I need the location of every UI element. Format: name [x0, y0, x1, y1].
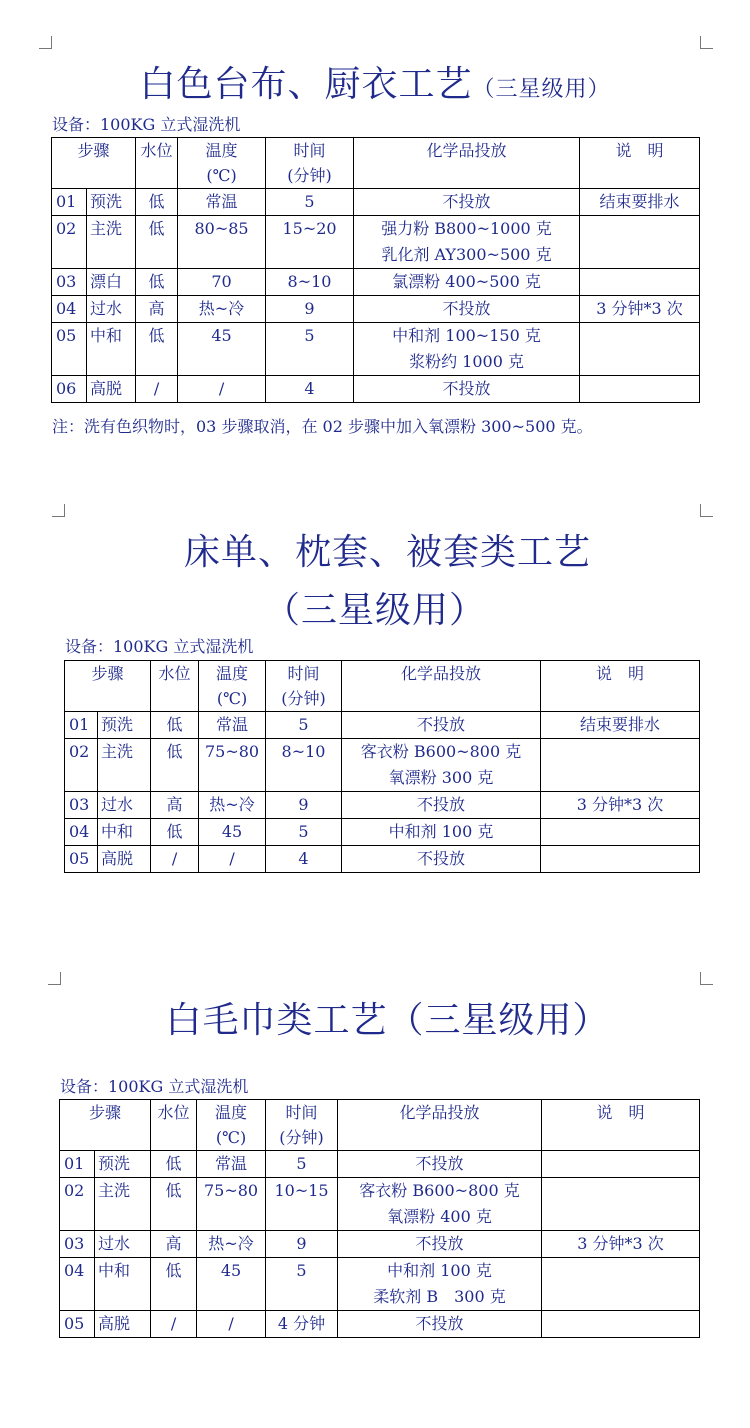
- water-level: 低: [136, 269, 178, 296]
- duration: 9: [266, 296, 354, 323]
- temperature: 常温: [199, 712, 266, 739]
- duration: 9: [266, 792, 342, 819]
- table-row: [60, 1231, 700, 1258]
- water-level: 低: [151, 819, 199, 846]
- header-step: 步骤: [60, 1100, 151, 1151]
- water-level: 低: [151, 712, 199, 739]
- water-level: /: [151, 1311, 197, 1338]
- water-level: /: [151, 846, 199, 873]
- water-level: 高: [151, 1231, 197, 1258]
- step-number: 04: [52, 296, 87, 323]
- duration: 5: [266, 1151, 338, 1178]
- step-note: [542, 1311, 700, 1338]
- table-row: [60, 1311, 700, 1338]
- temperature: /: [197, 1311, 266, 1338]
- step-number: 03: [65, 792, 98, 819]
- water-level: 低: [136, 189, 178, 216]
- chemicals: 氯漂粉 400~500 克: [354, 269, 580, 296]
- header-notes: 说 明: [580, 138, 700, 189]
- table-row: [65, 792, 700, 819]
- step-name: 预洗: [98, 712, 151, 739]
- step-name: 高脱: [95, 1311, 151, 1338]
- temperature: 45: [197, 1258, 266, 1311]
- duration: 5: [266, 189, 354, 216]
- table-row: [65, 739, 700, 792]
- step-note: [580, 216, 700, 269]
- header-time: 时间 (分钟): [266, 661, 342, 712]
- table-row: [65, 712, 700, 739]
- step-note: 结束要排水: [541, 712, 700, 739]
- duration: 5: [266, 712, 342, 739]
- duration: 8~10: [266, 739, 342, 792]
- step-name: 过水: [87, 296, 136, 323]
- step-note: [542, 1151, 700, 1178]
- table-row: [60, 1151, 700, 1178]
- step-note: 3 分钟*3 次: [541, 792, 700, 819]
- step-note: [542, 1258, 700, 1311]
- chemicals: 不投放: [338, 1311, 542, 1338]
- chemicals: 不投放: [354, 376, 580, 403]
- header-water-level: 水位: [151, 1100, 197, 1151]
- step-number: 01: [52, 189, 87, 216]
- header-chemicals: 化学品投放: [354, 138, 580, 189]
- duration: 4: [266, 846, 342, 873]
- step-note: [541, 739, 700, 792]
- header-time: 时间 (分钟): [266, 1100, 338, 1151]
- chemicals: 不投放: [354, 296, 580, 323]
- header-step: 步骤: [65, 661, 151, 712]
- temperature: 70: [178, 269, 266, 296]
- chemicals: 不投放: [338, 1231, 542, 1258]
- table-header-row: [60, 1100, 700, 1151]
- temperature: /: [178, 376, 266, 403]
- table-row: [65, 846, 700, 873]
- chemicals: 不投放: [342, 792, 541, 819]
- step-note: [542, 1178, 700, 1231]
- temperature: 常温: [178, 189, 266, 216]
- process-table: [51, 137, 700, 403]
- step-name: 漂白: [87, 269, 136, 296]
- duration: 9: [266, 1231, 338, 1258]
- step-note: [580, 376, 700, 403]
- water-level: 高: [151, 792, 199, 819]
- table-row: [52, 323, 700, 376]
- step-number: 03: [52, 269, 87, 296]
- step-note: [541, 819, 700, 846]
- temperature: 热~冷: [197, 1231, 266, 1258]
- header-temperature: 温度 (℃): [197, 1100, 266, 1151]
- table-row: [52, 189, 700, 216]
- table-row: [52, 269, 700, 296]
- corner-mark: [700, 504, 713, 517]
- step-number: 03: [60, 1231, 95, 1258]
- temperature: 75~80: [197, 1178, 266, 1231]
- duration: 5: [266, 1258, 338, 1311]
- step-number: 02: [60, 1178, 95, 1231]
- step-number: 04: [65, 819, 98, 846]
- step-note: 结束要排水: [580, 189, 700, 216]
- header-chemicals: 化学品投放: [338, 1100, 542, 1151]
- water-level: 高: [136, 296, 178, 323]
- chemicals: 客衣粉 B600~800 克 氧漂粉 300 克: [342, 739, 541, 792]
- step-name: 中和: [87, 323, 136, 376]
- table-row: [60, 1178, 700, 1231]
- step-number: 04: [60, 1258, 95, 1311]
- corner-mark: [52, 504, 65, 517]
- step-number: 05: [52, 323, 87, 376]
- step-number: 05: [65, 846, 98, 873]
- table-header-row: [65, 661, 700, 712]
- step-number: 05: [60, 1311, 95, 1338]
- equipment-label: 设备：100KG 立式湿洗机: [65, 637, 254, 656]
- duration: 4: [266, 376, 354, 403]
- step-name: 中和: [98, 819, 151, 846]
- water-level: 低: [151, 1151, 197, 1178]
- step-name: 预洗: [87, 189, 136, 216]
- header-time: 时间 (分钟): [266, 138, 354, 189]
- step-name: 过水: [98, 792, 151, 819]
- section-title: 白色台布、厨衣工艺（三星级用）: [139, 64, 611, 105]
- table-row: [52, 216, 700, 269]
- step-name: 主洗: [98, 739, 151, 792]
- temperature: 45: [178, 323, 266, 376]
- corner-mark: [700, 36, 713, 49]
- equipment-label: 设备：100KG 立式湿洗机: [52, 115, 241, 134]
- water-level: 低: [151, 1258, 197, 1311]
- step-number: 06: [52, 376, 87, 403]
- corner-mark: [700, 972, 713, 985]
- chemicals: 强力粉 B800~1000 克 乳化剂 AY300~500 克: [354, 216, 580, 269]
- chemicals: 中和剂 100 克: [342, 819, 541, 846]
- table-row: [52, 296, 700, 323]
- step-name: 中和: [95, 1258, 151, 1311]
- section-title: 白毛巾类工艺（三星级用）: [165, 1000, 610, 1041]
- duration: 15~20: [266, 216, 354, 269]
- step-name: 预洗: [95, 1151, 151, 1178]
- step-number: 01: [60, 1151, 95, 1178]
- process-table: [59, 1099, 700, 1338]
- header-water-level: 水位: [151, 661, 199, 712]
- chemicals: 中和剂 100~150 克 浆粉约 1000 克: [354, 323, 580, 376]
- step-number: 02: [52, 216, 87, 269]
- step-name: 主洗: [95, 1178, 151, 1231]
- duration: 10~15: [266, 1178, 338, 1231]
- step-name: 主洗: [87, 216, 136, 269]
- header-water-level: 水位: [136, 138, 178, 189]
- section-title: 床单、枕套、被套类工艺: [183, 532, 591, 573]
- water-level: 低: [151, 1178, 197, 1231]
- header-chemicals: 化学品投放: [342, 661, 541, 712]
- header-step: 步骤: [52, 138, 136, 189]
- temperature: 80~85: [178, 216, 266, 269]
- table-header-row: [52, 138, 700, 189]
- duration: 4 分钟: [266, 1311, 338, 1338]
- header-temperature: 温度 (℃): [178, 138, 266, 189]
- water-level: 低: [151, 739, 199, 792]
- duration: 5: [266, 323, 354, 376]
- step-number: 02: [65, 739, 98, 792]
- duration: 5: [266, 819, 342, 846]
- temperature: 热~冷: [178, 296, 266, 323]
- chemicals: 客衣粉 B600~800 克 氧漂粉 400 克: [338, 1178, 542, 1231]
- water-level: 低: [136, 216, 178, 269]
- water-level: 低: [136, 323, 178, 376]
- corner-mark: [39, 36, 52, 49]
- temperature: 45: [199, 819, 266, 846]
- header-temperature: 温度 (℃): [199, 661, 266, 712]
- duration: 8~10: [266, 269, 354, 296]
- temperature: 热~冷: [199, 792, 266, 819]
- footnote: 注：洗有色织物时，03 步骤取消，在 02 步骤中加入氧漂粉 300~500 克。: [52, 417, 593, 436]
- chemicals: 不投放: [338, 1151, 542, 1178]
- water-level: /: [136, 376, 178, 403]
- step-note: 3 分钟*3 次: [542, 1231, 700, 1258]
- chemicals: 不投放: [342, 846, 541, 873]
- corner-mark: [48, 972, 61, 985]
- header-notes: 说 明: [542, 1100, 700, 1151]
- step-name: 高脱: [87, 376, 136, 403]
- step-name: 高脱: [98, 846, 151, 873]
- process-table: [64, 660, 700, 873]
- step-name: 过水: [95, 1231, 151, 1258]
- table-row: [60, 1258, 700, 1311]
- step-note: [541, 846, 700, 873]
- header-notes: 说 明: [541, 661, 700, 712]
- equipment-label: 设备：100KG 立式湿洗机: [60, 1077, 249, 1096]
- temperature: /: [199, 846, 266, 873]
- temperature: 常温: [197, 1151, 266, 1178]
- chemicals: 中和剂 100 克 柔软剂 B 300 克: [338, 1258, 542, 1311]
- step-note: 3 分钟*3 次: [580, 296, 700, 323]
- step-number: 01: [65, 712, 98, 739]
- step-note: [580, 269, 700, 296]
- section-subtitle: （三星级用）: [263, 590, 486, 631]
- chemicals: 不投放: [342, 712, 541, 739]
- chemicals: 不投放: [354, 189, 580, 216]
- step-note: [580, 323, 700, 376]
- temperature: 75~80: [199, 739, 266, 792]
- table-row: [52, 376, 700, 403]
- table-row: [65, 819, 700, 846]
